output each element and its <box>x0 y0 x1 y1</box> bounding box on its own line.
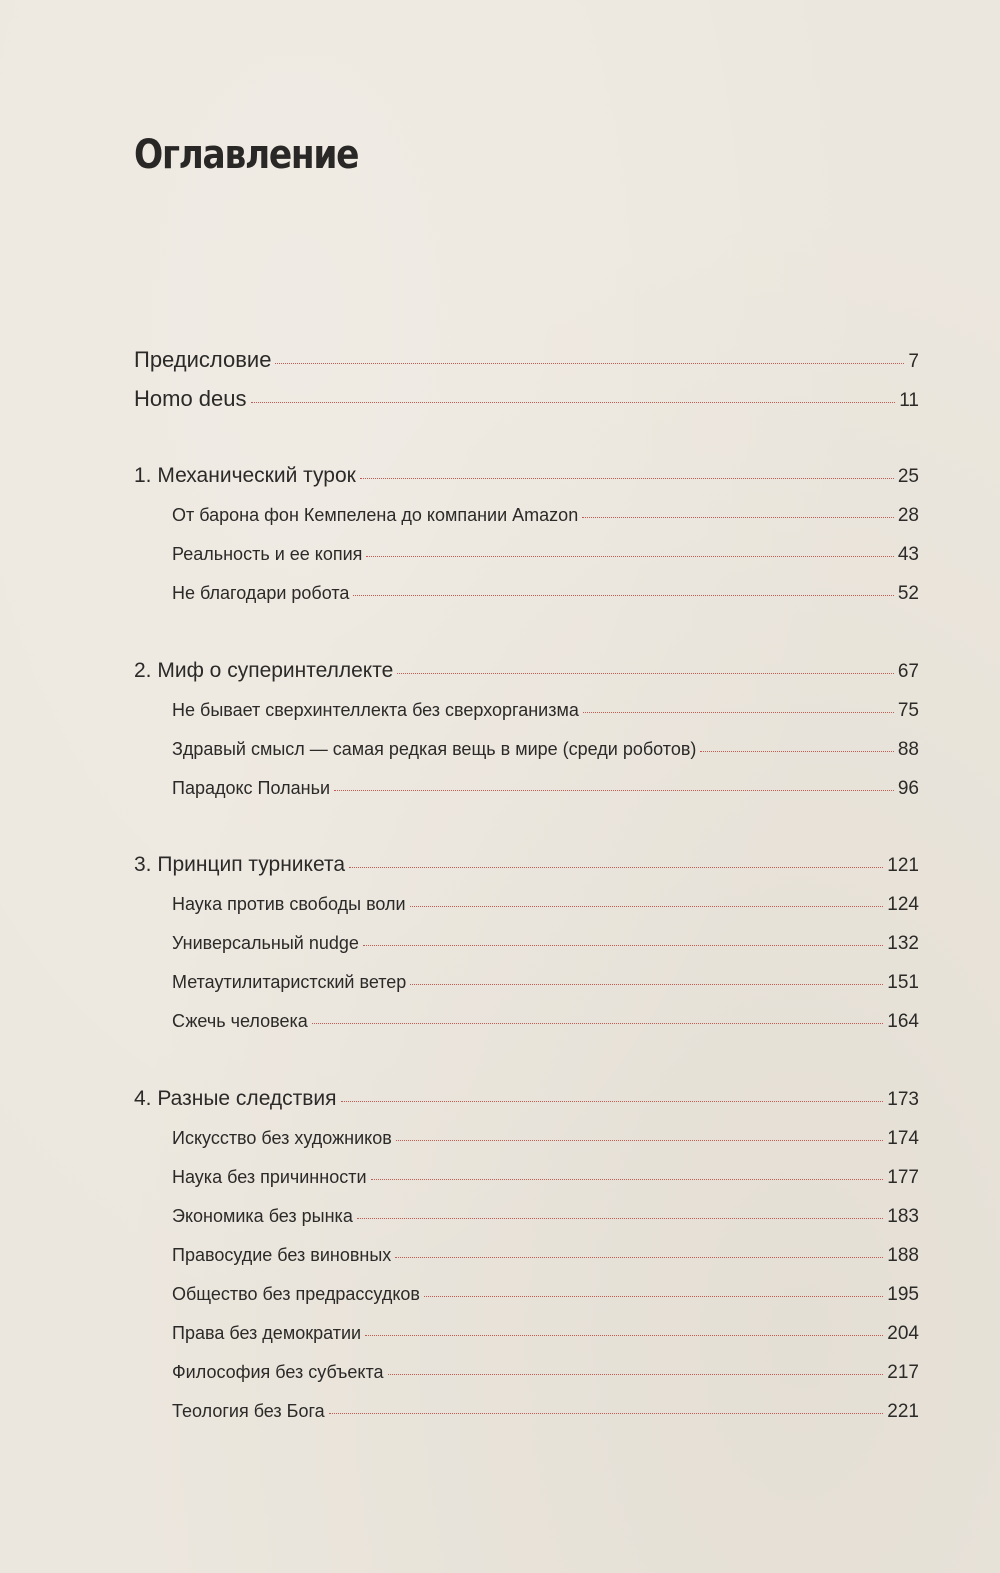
toc-section-label: Теология без Бога <box>172 1401 325 1421</box>
toc-section-label: Не благодари робота <box>172 583 350 603</box>
toc-section[interactable] <box>172 1245 919 1267</box>
toc-section[interactable] <box>172 972 919 994</box>
toc-section[interactable] <box>172 1206 919 1228</box>
dot-leader <box>334 790 894 791</box>
toc-section[interactable] <box>172 1167 919 1189</box>
toc-section-page: 174 <box>887 1128 919 1149</box>
toc-chapter-label: 3. Принцип турникета <box>134 853 346 876</box>
toc-section-label: Здравый смысл — самая редкая вещь в мире (среди роботов) <box>172 739 697 759</box>
dot-leader <box>366 556 893 557</box>
dot-leader <box>388 1374 884 1375</box>
toc-section-label: Искусство без художников <box>172 1128 392 1148</box>
toc-entry-page: 11 <box>899 390 919 411</box>
dot-leader <box>395 1257 883 1258</box>
toc-section-label: Права без демократии <box>172 1323 362 1343</box>
dot-leader <box>329 1413 884 1414</box>
dot-leader <box>275 363 904 364</box>
toc-section-page: 177 <box>887 1167 919 1188</box>
toc-section-page: 88 <box>897 739 919 760</box>
toc-section[interactable] <box>172 1284 919 1306</box>
toc-chapter-label: 2. Миф о суперинтеллекте <box>134 659 394 682</box>
dot-leader <box>371 1179 884 1180</box>
dot-leader <box>424 1296 883 1297</box>
toc-section-page: 43 <box>897 544 919 565</box>
toc-section[interactable] <box>172 505 919 527</box>
toc-section-page: 217 <box>887 1362 919 1383</box>
dot-leader <box>397 673 894 674</box>
toc-section-label: Реальность и ее копия <box>172 544 363 564</box>
toc-section-page: 204 <box>887 1323 919 1344</box>
toc-section-page: 221 <box>887 1401 919 1422</box>
dot-leader <box>582 517 894 518</box>
toc-section-label: От барона фон Кемпелена до компании Amazon <box>172 505 579 525</box>
toc-section[interactable] <box>172 1323 919 1345</box>
toc-chapter-page: 67 <box>897 661 919 682</box>
toc-section-label: Метаутилитаристский ветер <box>172 972 407 992</box>
dot-leader <box>410 906 884 907</box>
toc-section-label: Парадокс Поланьи <box>172 778 331 798</box>
dot-leader <box>341 1101 884 1102</box>
dot-leader <box>700 751 893 752</box>
toc-section-page: 52 <box>897 583 919 604</box>
toc-section[interactable] <box>172 583 919 605</box>
toc-entry-front[interactable] <box>134 386 919 412</box>
toc-section-label: Сжечь человека <box>172 1011 308 1031</box>
toc-section[interactable] <box>172 1128 919 1150</box>
toc-chapter[interactable] <box>134 659 919 683</box>
toc-section[interactable] <box>172 1011 919 1033</box>
toc-section-page: 151 <box>887 972 919 993</box>
toc-chapter-page: 25 <box>897 466 919 487</box>
toc-chapter[interactable] <box>134 853 919 877</box>
toc-section-page: 188 <box>887 1245 919 1266</box>
toc-entry-front[interactable] <box>134 347 919 373</box>
toc-section-label: Наука без причинности <box>172 1167 367 1187</box>
dot-leader <box>312 1023 884 1024</box>
toc-entry-label: Homo deus <box>134 386 247 411</box>
toc-section-page: 75 <box>897 700 919 721</box>
toc-section-page: 96 <box>897 778 919 799</box>
dot-leader <box>365 1335 883 1336</box>
toc-section[interactable] <box>172 1401 919 1423</box>
toc-chapter-page: 173 <box>887 1089 919 1110</box>
dot-leader <box>396 1140 883 1141</box>
toc-chapter-label: 4. Разные следствия <box>134 1087 337 1110</box>
toc-section-label: Не бывает сверхинтеллекта без сверхорганизма <box>172 700 579 720</box>
dot-leader <box>357 1218 883 1219</box>
toc-chapter[interactable] <box>134 464 919 488</box>
toc-section-label: Экономика без рынка <box>172 1206 353 1226</box>
dot-leader <box>410 984 883 985</box>
dot-leader <box>363 945 883 946</box>
toc-entry-label: Предисловие <box>134 347 272 372</box>
page-title: Оглавление <box>134 132 359 178</box>
dot-leader <box>583 712 894 713</box>
toc-section[interactable] <box>172 544 919 566</box>
dot-leader <box>349 867 883 868</box>
toc-chapter-page: 121 <box>887 855 919 876</box>
toc-section-label: Наука против свободы воли <box>172 894 406 914</box>
dot-leader <box>353 595 893 596</box>
toc-section[interactable] <box>172 778 919 800</box>
toc-chapter[interactable] <box>134 1087 919 1111</box>
toc-section-label: Общество без предрассудков <box>172 1284 420 1304</box>
toc-section-page: 124 <box>887 894 919 915</box>
toc-section[interactable] <box>172 700 919 722</box>
toc-section-page: 183 <box>887 1206 919 1227</box>
dot-leader <box>360 478 894 479</box>
toc-section-label: Универсальный nudge <box>172 933 359 953</box>
toc-section-label: Правосудие без виновных <box>172 1245 392 1265</box>
toc-chapter-label: 1. Механический турок <box>134 464 356 487</box>
toc-section[interactable] <box>172 739 919 761</box>
toc-section-page: 195 <box>887 1284 919 1305</box>
toc-section-page: 164 <box>887 1011 919 1032</box>
toc-section[interactable] <box>172 933 919 955</box>
dot-leader <box>251 402 896 403</box>
toc-section-label: Философия без субъекта <box>172 1362 384 1382</box>
toc-section[interactable] <box>172 1362 919 1384</box>
toc-section-page: 132 <box>887 933 919 954</box>
toc-section-page: 28 <box>897 505 919 526</box>
toc-entry-page: 7 <box>908 351 919 372</box>
toc-section[interactable] <box>172 894 919 916</box>
